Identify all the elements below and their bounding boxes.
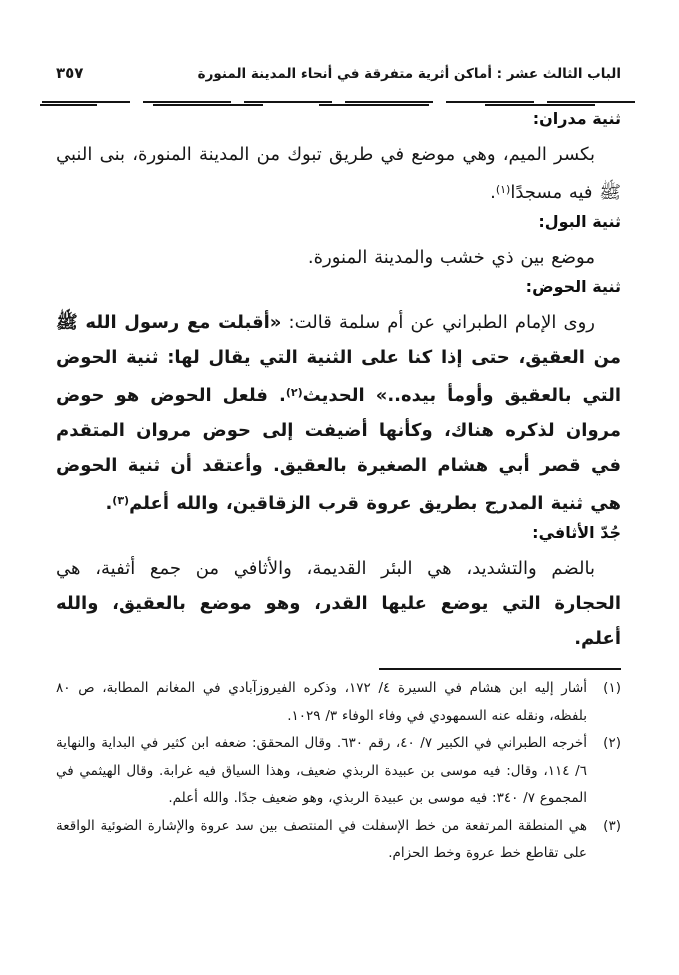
text-run: . <box>105 493 113 514</box>
text-run: بكسر الميم، وهي موضع في طريق تبوك من المدينة المنورة، بنى النبي ﷺ فيه مسجدًا <box>56 144 621 203</box>
footnote-ref: (٢) <box>285 386 303 399</box>
footnote-marker: (٣) <box>603 817 621 834</box>
text-run: «أقبلت مع رسول الله ﷺ من العقيق، حتى إذا كنا على الثنية التي يقال لها: ثنية الحوض التي بالعقيق وأومأ بيده..» الحديث <box>56 312 622 406</box>
footnote <box>56 813 621 868</box>
page-header <box>56 62 621 85</box>
footnote-text: هي المنطقة المرتفعة من خط الإسفلت في المنتصف بين سد عروة والإشارة الضوئية الواقعة على تقاطع خط عروة وخط الحزام. <box>56 817 587 861</box>
footnote-ref: (٣) <box>112 494 130 507</box>
footnote-marker: (٢) <box>603 735 621 751</box>
section-paragraph <box>56 305 621 521</box>
footnotes <box>56 675 621 868</box>
text-run: روى الإمام الطبراني عن أم سلمة قالت: <box>281 312 595 333</box>
section-heading-thaniyyat-albawl: ثنية البول: <box>538 212 621 231</box>
text-run: . فلعل الحوض هو حوض مروان لذكره هناك، وكأنها أضيفت إلى حوض مروان المتقدم في قصر أبي هشام الصغيرة بالعقيق. وأعتقد أن ثنية الحوض هي ثنية المدرج بطريق عروة قرب الزقاقين، والله أعلم <box>56 385 621 514</box>
text-run: . <box>490 182 496 203</box>
text-run: بالضم والتشديد، هي البئر القديمة، والأثافي من جمع أثفية، هي <box>56 558 595 579</box>
footnote-text: أخرجه الطبراني في الكبير ٧/ ٤٠، رقم ٦٣٠. وقال المحقق: ضعفه ابن كثير في البداية والنهاية ٦/ ١١٤، وقال: فيه موسى بن عبيدة الربذي ضعيف، وهذا السياق فيه غرابة. وقال الهيثمي في المجموع ٧/ ٣٤٠: فيه موسى بن عبيدة الربذي، وهو ضعيف جدًا. والله أعلم. <box>56 735 588 806</box>
footnote-marker: (١) <box>603 680 621 696</box>
chapter-header-title: الباب الثالث عشر : أماكن أثرية متفرقة في أنحاء المدينة المنورة <box>197 66 621 82</box>
section-heading-thaniyyat-midran: ثنية مدران: <box>532 109 621 128</box>
section-paragraph <box>56 240 621 275</box>
footnote <box>56 675 621 730</box>
text-run: موضع بين ذي خشب والمدينة المنورة. <box>307 247 595 268</box>
section-paragraph <box>56 551 621 656</box>
section-heading-judd-alathafi: جُدّ الأثافي: <box>532 523 621 542</box>
section-heading-thaniyyat-alhawd: ثنية الحوض: <box>525 277 621 296</box>
page-number: ٣٥٧ <box>56 64 84 82</box>
text-run: الحجارة التي يوضع عليها القدر، وهو موضع بالعقيق، والله أعلم. <box>56 593 621 649</box>
header-rule <box>40 101 635 107</box>
footnote-text: أشار إليه ابن هشام في السيرة ٤/ ١٧٢، وذكره الفيروزآبادي في المغانم المطابة، ص ٨٠ بلفظه، ونقله عنه السمهودي في وفاء الوفاء ٣/ ١٠٢٩. <box>56 680 588 724</box>
section-paragraph <box>56 137 621 210</box>
footnote-separator <box>379 668 621 670</box>
footnote <box>56 730 621 813</box>
footnote-ref: (١) <box>495 183 511 196</box>
